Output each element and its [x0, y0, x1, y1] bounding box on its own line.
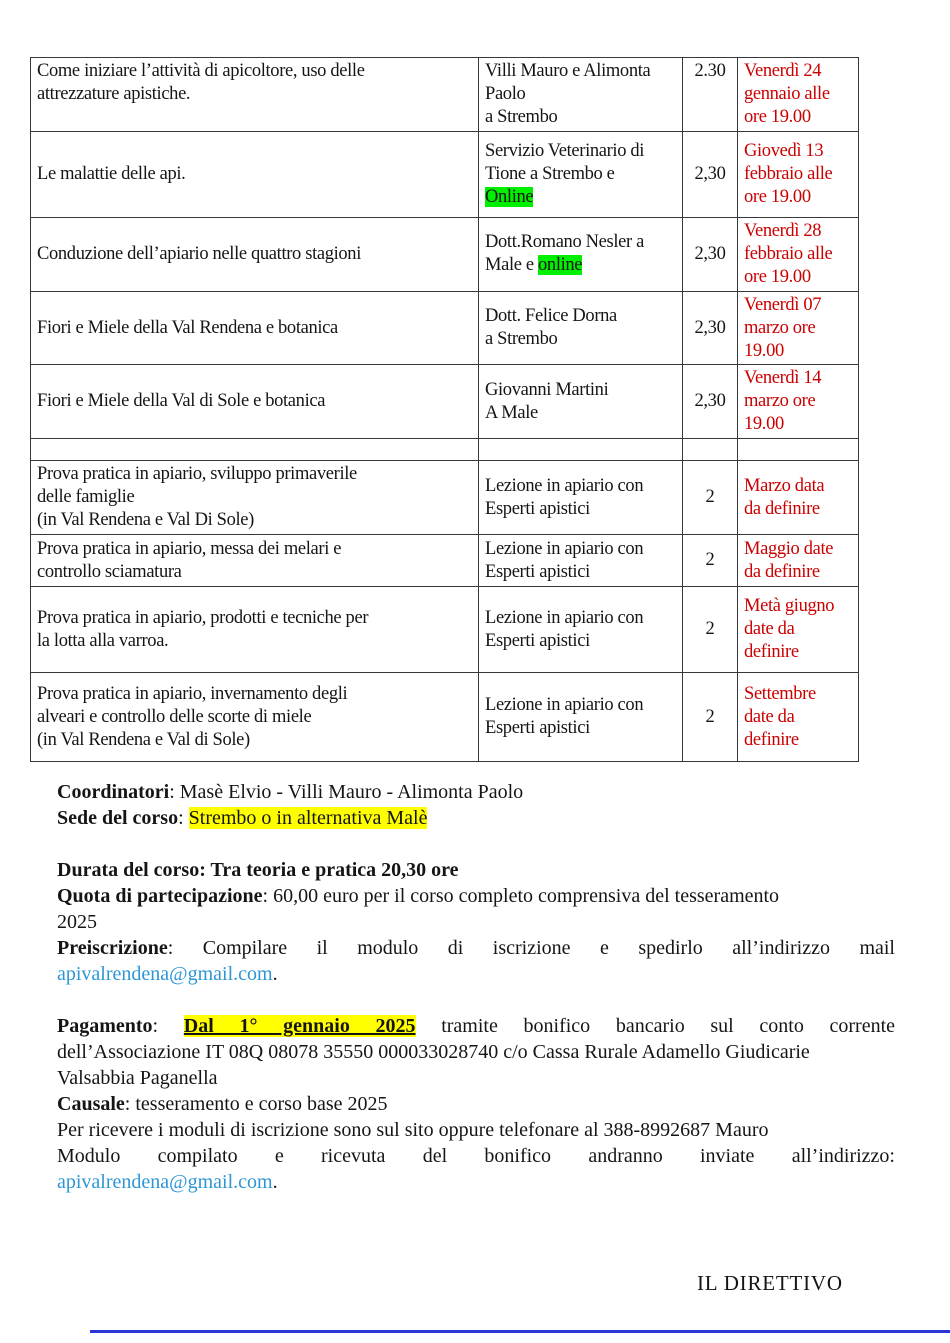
topic-cell: Prova pratica in apiario, sviluppo primaverile delle famiglie (in Val Rendena e Val Di Sole)	[31, 461, 479, 535]
text-segment: Modulo compilato e ricevuta del bonifico andranno inviate all’indirizzo:	[57, 1145, 895, 1168]
course-table-body	[31, 58, 859, 762]
table-row	[31, 291, 859, 365]
text-segment: : tesseramento e corso base 2025	[124, 1093, 388, 1116]
text-segment: dell’Associazione IT 08Q 08078 35550 000033028740 c/o Cassa Rurale Adamello Giudicarie	[57, 1041, 810, 1064]
topic-cell: Fiori e Miele della Val Rendena e botanica	[31, 291, 479, 365]
paragraph-line	[57, 1143, 895, 1169]
text-segment: tramite bonifico bancario sul conto corrente	[415, 1015, 896, 1038]
date-cell: Settembre date da definire	[738, 673, 859, 762]
date-cell: Venerdì 28 febbraio alle ore 19.00	[738, 217, 859, 291]
hours-cell	[683, 439, 738, 461]
text-segment: :	[152, 1015, 184, 1038]
hours-cell: 2,30	[683, 365, 738, 439]
topic-cell: Fiori e Miele della Val di Sole e botanica	[31, 365, 479, 439]
paragraph-line	[57, 805, 895, 831]
topic-cell: Conduzione dell’apiario nelle quattro stagioni	[31, 217, 479, 291]
hours-cell: 2	[683, 535, 738, 587]
date-cell: Giovedì 13 febbraio alle ore 19.00	[738, 131, 859, 217]
hours-cell: 2,30	[683, 291, 738, 365]
table-row	[31, 587, 859, 673]
speaker-location-cell	[479, 439, 683, 461]
text-segment: 2025	[57, 911, 97, 934]
topic-cell: Prova pratica in apiario, invernamento degli alveari e controllo delle scorte di miele (in Val Rendena e Val di Sole)	[31, 673, 479, 762]
text-segment: online	[538, 255, 583, 276]
table-row	[31, 461, 859, 535]
speaker-location-cell	[479, 291, 683, 365]
text-segment: Strembo o in alternativa Malè	[188, 807, 428, 830]
text-segment: Dal 1° gennaio 2025	[183, 1015, 416, 1038]
course-info-text	[57, 779, 895, 1195]
blank-line	[57, 831, 895, 857]
paragraph-line	[57, 883, 895, 909]
hours-cell: 2	[683, 461, 738, 535]
paragraph-line	[57, 909, 895, 935]
topic-cell: Prova pratica in apiario, prodotti e tecniche per la lotta alla varroa.	[31, 587, 479, 673]
hours-cell: 2	[683, 587, 738, 673]
paragraph-line	[57, 935, 895, 961]
paragraph-line	[57, 1039, 895, 1065]
email-link[interactable]: apivalrendena@gmail.com	[57, 1171, 273, 1194]
text-segment: Valsabbia Paganella	[57, 1067, 218, 1090]
table-row	[31, 58, 859, 132]
signature: IL DIRETTIVO	[697, 1271, 843, 1296]
text-segment: .	[272, 1171, 278, 1194]
text-segment: Lezione in apiario con Esperti apistici	[485, 475, 644, 519]
text-segment: Coordinatori	[57, 781, 170, 804]
table-row	[31, 365, 859, 439]
text-segment: : 60,00 euro per il corso completo comprensiva del tesseramento	[262, 885, 780, 908]
date-cell: Marzo data da definire	[738, 461, 859, 535]
paragraph-line	[57, 1065, 895, 1091]
course-schedule-table	[30, 57, 859, 762]
text-segment: Causale	[57, 1093, 125, 1116]
speaker-location-cell	[479, 131, 683, 217]
date-cell: Maggio date da definire	[738, 535, 859, 587]
text-segment: :	[178, 807, 189, 830]
footer-rule	[90, 1330, 950, 1333]
paragraph-line	[57, 779, 895, 805]
text-segment: .	[272, 963, 278, 986]
date-cell: Metà giugno date da definire	[738, 587, 859, 673]
topic-cell: Prova pratica in apiario, messa dei melari e controllo sciamatura	[31, 535, 479, 587]
blank-line	[57, 987, 895, 1013]
speaker-location-cell	[479, 673, 683, 762]
speaker-location-cell	[479, 217, 683, 291]
speaker-location-cell	[479, 587, 683, 673]
email-link[interactable]: apivalrendena@gmail.com	[57, 963, 273, 986]
table-row	[31, 535, 859, 587]
date-cell	[738, 439, 859, 461]
paragraph-line	[57, 1091, 895, 1117]
topic-cell: Le malattie delle api.	[31, 131, 479, 217]
paragraph-line	[57, 961, 895, 987]
hours-cell: 2.30	[683, 58, 738, 132]
text-segment: Lezione in apiario con Esperti apistici	[485, 607, 644, 651]
text-segment: Dott. Felice Dorna a Strembo	[485, 306, 617, 350]
hours-cell: 2,30	[683, 217, 738, 291]
paragraph-line	[57, 1013, 895, 1039]
text-segment: Pagamento	[57, 1015, 153, 1038]
text-segment: Servizio Veterinario di Tione a Strembo e	[485, 140, 645, 184]
date-cell: Venerdì 07 marzo ore 19.00	[738, 291, 859, 365]
paragraph-line	[57, 857, 895, 883]
text-segment: Per ricevere i moduli di iscrizione sono sul sito oppure telefonare al 388-8992687 Mauro	[57, 1119, 769, 1142]
text-segment: Quota di partecipazione	[57, 885, 263, 908]
text-segment: : Masè Elvio - Villi Mauro - Alimonta Paolo	[169, 781, 524, 804]
empty-table-row	[31, 439, 859, 461]
table-row	[31, 673, 859, 762]
paragraph-line	[57, 1117, 895, 1143]
date-cell: Venerdì 24 gennaio alle ore 19.00	[738, 58, 859, 132]
topic-cell: Come iniziare l’attività di apicoltore, uso delle attrezzature apistiche.	[31, 58, 479, 132]
speaker-location-cell	[479, 461, 683, 535]
text-segment: Sede del corso	[57, 807, 179, 830]
table-row	[31, 217, 859, 291]
text-segment: Online	[485, 186, 534, 207]
text-segment: Dott.Romano Nesler a Male e	[485, 232, 644, 276]
text-segment: Durata del corso: Tra teoria e pratica 20,30 ore	[57, 859, 459, 882]
topic-cell	[31, 439, 479, 461]
speaker-location-cell	[479, 58, 683, 132]
text-segment: Giovanni Martini A Male	[485, 379, 609, 423]
text-segment: Lezione in apiario con Esperti apistici	[485, 538, 644, 582]
speaker-location-cell	[479, 365, 683, 439]
text-segment: : Compilare il modulo di iscrizione e spedirlo all’indirizzo mail	[167, 937, 895, 960]
hours-cell: 2	[683, 673, 738, 762]
table-row	[31, 131, 859, 217]
text-segment: Villi Mauro e Alimonta Paolo a Strembo	[485, 61, 651, 127]
paragraph-line	[57, 1169, 895, 1195]
date-cell: Venerdì 14 marzo ore 19.00	[738, 365, 859, 439]
hours-cell: 2,30	[683, 131, 738, 217]
speaker-location-cell	[479, 535, 683, 587]
text-segment: Lezione in apiario con Esperti apistici	[485, 695, 644, 739]
text-segment: Preiscrizione	[57, 937, 168, 960]
